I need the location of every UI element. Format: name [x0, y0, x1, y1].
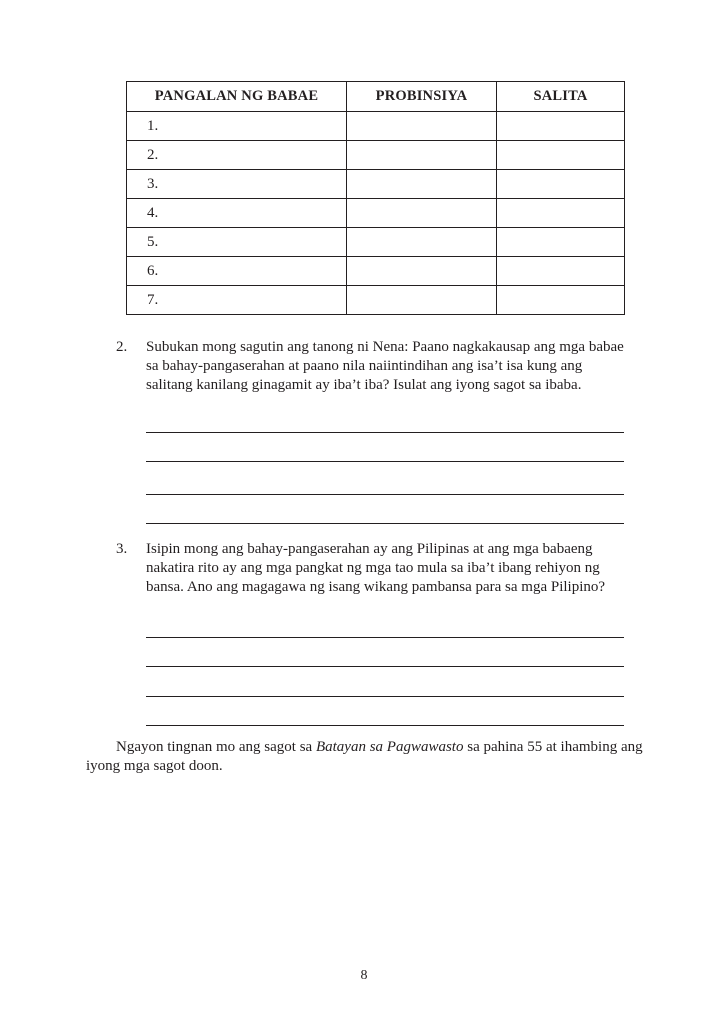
question-2	[116, 338, 628, 418]
table-row	[127, 199, 625, 228]
question-text: Subukan mong sagutin ang tanong ni Nena: Paano nagkakausap ang mga babae sa bahay-pangaserahan at paano nila naiintindihan ang isa’t isa kung ang salitang kanilang ginagamit ay iba’t iba? Isulat ang iyong sagot sa ibaba.	[146, 339, 624, 393]
question-number: 2.	[116, 339, 128, 355]
header-probinsiya: PROBINSIYA	[347, 82, 497, 112]
row-number: 7.	[127, 286, 347, 315]
question-3	[116, 540, 628, 620]
salita-cell[interactable]	[497, 257, 625, 286]
salita-cell[interactable]	[497, 228, 625, 257]
probinsiya-cell[interactable]	[347, 286, 497, 315]
answer-line[interactable]	[146, 432, 624, 433]
table-row	[127, 112, 625, 141]
header-salita: SALITA	[497, 82, 625, 112]
closing-text-start: Ngayon tingnan mo ang sagot sa	[116, 739, 316, 755]
table-row	[127, 257, 625, 286]
table-row	[127, 228, 625, 257]
row-number: 2.	[127, 141, 347, 170]
row-number: 5.	[127, 228, 347, 257]
closing-text-end: sa pahina 55 at ihambing ang iyong mga sagot doon.	[86, 739, 643, 774]
salita-cell[interactable]	[497, 170, 625, 199]
table-row	[127, 170, 625, 199]
table-header-row	[127, 82, 625, 112]
page-number: 8	[360, 968, 368, 983]
salita-cell[interactable]	[497, 112, 625, 141]
answer-key-title: Batayan sa Pagwawasto	[315, 739, 464, 755]
salita-cell[interactable]	[497, 141, 625, 170]
probinsiya-cell[interactable]	[347, 199, 497, 228]
answer-line[interactable]	[146, 666, 624, 667]
row-number: 1.	[127, 112, 347, 141]
table-row	[127, 141, 625, 170]
table-row	[127, 286, 625, 315]
question-number: 3.	[116, 541, 128, 557]
probinsiya-cell[interactable]	[347, 257, 497, 286]
answer-line[interactable]	[146, 523, 624, 524]
closing-instruction	[86, 738, 646, 776]
probinsiya-cell[interactable]	[347, 228, 497, 257]
answer-line[interactable]	[146, 696, 624, 697]
answer-table	[126, 81, 625, 315]
probinsiya-cell[interactable]	[347, 112, 497, 141]
answer-line[interactable]	[146, 461, 624, 462]
row-number: 3.	[127, 170, 347, 199]
row-number: 4.	[127, 199, 347, 228]
salita-cell[interactable]	[497, 199, 625, 228]
salita-cell[interactable]	[497, 286, 625, 315]
answer-line[interactable]	[146, 494, 624, 495]
question-text: Isipin mong ang bahay-pangaserahan ay ang Pilipinas at ang mga babaeng nakatira rito ay ang mga pangkat ng mga tao mula sa iba’t ibang rehiyon ng bansa. Ano ang magagawa ng isang wikang pambansa para sa mga Pilipino?	[146, 541, 606, 595]
probinsiya-cell[interactable]	[347, 170, 497, 199]
header-pangalan: PANGALAN NG BABAE	[127, 82, 347, 112]
probinsiya-cell[interactable]	[347, 141, 497, 170]
answer-line[interactable]	[146, 637, 624, 638]
answer-line[interactable]	[146, 725, 624, 726]
row-number: 6.	[127, 257, 347, 286]
